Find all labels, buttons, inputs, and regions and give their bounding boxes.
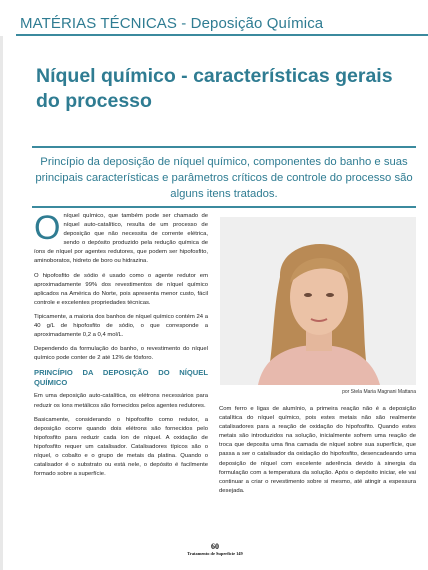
section-label: MATÉRIAS TÉCNICAS: [20, 15, 178, 32]
paragraph-6: Basicamente, considerando o hipofosfito como redutor, a deposição ocorre quando dois elétrons são fornecidos pelo hipofosfito para reduzir cada íon de níquel. A oxidação de hipofosfito requer um catalisador. Catalisadores típicos são o níquel, o cobalto e o grupo de metais da platina. Quando o catalisador é o substrato ou está nele, o depósito é facilmente formado sobre a superfície.: [34, 416, 208, 478]
section-header-text: [20, 14, 323, 33]
subheading: PRINCÍPIO DA DEPOSIÇÃO DO NÍQUEL QUÍMICO: [34, 368, 208, 388]
header-rule: [16, 34, 428, 36]
paragraph-1-text: níquel químico, que também pode ser chamado de níquel auto-catalítico, resulta de um processo de deposição que não necessita de corrente elétrica, sendo o depósito produzido pela redução química de íons de níquel por agentes redutores, que podem ser hipofosfito, aminoboratos, hidreto de boro ou hidrazina.: [34, 213, 208, 265]
left-column: [34, 209, 208, 484]
right-column: [219, 405, 416, 501]
section-topic: Deposição Química: [190, 15, 324, 32]
left-margin-bar: [0, 0, 3, 570]
paragraph-1: [34, 209, 208, 267]
paragraph-2: O hipofosfito de sódio é usado como o agente redutor em aproximadamente 99% dos revestimentos de níquel químico aplicados na América do Norte, pois apresenta menor custo, fácil controle e excelentes propriedades técnicas.: [34, 272, 208, 306]
paragraph-4: Dependendo da formulação do banho, o revestimento do níquel químico pode conter de 2 até 12% de fósforo.: [34, 346, 208, 362]
photo-caption: por Stela Maria Magnani Mattana: [342, 389, 416, 395]
paragraph-7: Com ferro e ligas de alumínio, a primeira reação não é a deposição catalítica do níquel químico, pois estes metais não são realmente catalisadores para a reação de oxidação do hipofosfito. Quando estes metais são introduzidos na solução, inicialmente sofrem uma reação de troca que deposita uma fina camada de níquel sobre sua superfície, que passa a ser o catalisador da oxidação do hipofosfito, desencadeando uma deposição de níquel com excelente aderência devido à sinergia da formulação com a temperatura da solução. Após o depósito iniciar, ele vai continuar a criar o revestimento sobre si mesmo, até atingir a espessura desejada.: [219, 406, 416, 494]
publication-name: Tratamento de Superfície 149: [187, 551, 243, 556]
drop-cap: O: [34, 209, 61, 247]
paragraph-5: Em uma deposição auto-catalítica, os elétrons necessários para reduzir os íons metálicos são fornecidos pelos agentes redutores.: [34, 393, 208, 409]
paragraph-3: Tipicamente, a maioria dos banhos de níquel químico contém 24 a 40 g/L de hipofosfito de sódio, o que corresponde a aproximadamente 0,2 a 0,4 mol/L.: [34, 313, 208, 339]
page-number: 60: [211, 542, 219, 551]
author-portrait-image: [220, 217, 416, 385]
author-photo: [220, 217, 416, 385]
article-lead: Princípio da deposição de níquel químico, componentes do banho e suas principais características e parâmetros críticos de controle do processo são alguns itens tratados.: [35, 156, 413, 200]
section-separator: -: [177, 15, 191, 32]
article-title: Níquel químico - características gerais do processo: [36, 65, 393, 112]
